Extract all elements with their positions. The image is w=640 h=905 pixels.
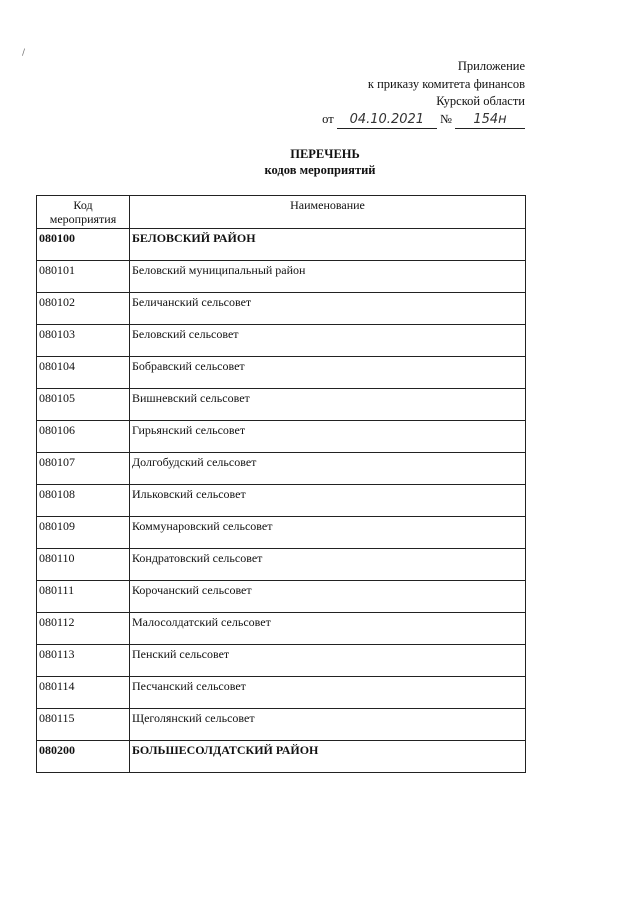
cell-name: БЕЛОВСКИЙ РАЙОН <box>130 229 526 261</box>
cell-name: Песчанский сельсовет <box>130 677 526 709</box>
cell-name: Беловский сельсовет <box>130 325 526 357</box>
document-title <box>0 146 640 178</box>
cell-name: Коммунаровский сельсовет <box>130 517 526 549</box>
table-row <box>37 357 526 389</box>
scan-mark: / <box>22 48 26 58</box>
title-line-1: ПЕРЕЧЕНЬ <box>290 147 360 161</box>
cell-name: Корочанский сельсовет <box>130 581 526 613</box>
cell-name: Гирьянский сельсовет <box>130 421 526 453</box>
cell-name: Беличанский сельсовет <box>130 293 526 325</box>
cell-code: 080106 <box>37 421 130 453</box>
document-header <box>322 58 525 129</box>
cell-name: Щеголянский сельсовет <box>130 709 526 741</box>
table-row <box>37 325 526 357</box>
column-header-code-line2: мероприятия <box>49 212 117 226</box>
table-row <box>37 453 526 485</box>
title-line-2: кодов мероприятий <box>264 163 376 177</box>
cell-code: 080100 <box>37 229 130 261</box>
table-row <box>37 485 526 517</box>
table-row <box>37 229 526 261</box>
table-row <box>37 645 526 677</box>
cell-code: 080104 <box>37 357 130 389</box>
table-row <box>37 613 526 645</box>
cell-code: 080107 <box>37 453 130 485</box>
cell-code: 080108 <box>37 485 130 517</box>
cell-code: 080200 <box>37 741 130 773</box>
order-date: 04.10.2021 <box>337 111 437 130</box>
cell-name: Малосолдатский сельсовет <box>130 613 526 645</box>
cell-name: Кондратовский сельсовет <box>130 549 526 581</box>
column-header-code <box>37 196 130 229</box>
column-header-code-line1: Код <box>73 198 93 212</box>
cell-code: 080103 <box>37 325 130 357</box>
table-row <box>37 517 526 549</box>
header-line-date-number <box>322 111 525 130</box>
cell-code: 080111 <box>37 581 130 613</box>
table-body <box>37 229 526 773</box>
cell-code: 080113 <box>37 645 130 677</box>
order-number: 154н <box>455 111 525 130</box>
from-label: от <box>322 111 334 126</box>
cell-code: 080110 <box>37 549 130 581</box>
cell-name: Вишневский сельсовет <box>130 389 526 421</box>
table-row <box>37 293 526 325</box>
cell-name: БОЛЬШЕСОЛДАТСКИЙ РАЙОН <box>130 741 526 773</box>
table-row <box>37 677 526 709</box>
cell-code: 080114 <box>37 677 130 709</box>
table-row <box>37 261 526 293</box>
cell-name: Долгобудский сельсовет <box>130 453 526 485</box>
header-line-appendix: Приложение <box>457 59 525 73</box>
cell-name: Бобравский сельсовет <box>130 357 526 389</box>
codes-table <box>36 195 526 773</box>
column-header-name: Наименование <box>130 196 526 229</box>
table-row <box>37 741 526 773</box>
cell-code: 080102 <box>37 293 130 325</box>
cell-code: 080112 <box>37 613 130 645</box>
table-row <box>37 709 526 741</box>
table-row <box>37 389 526 421</box>
cell-code: 080115 <box>37 709 130 741</box>
table-row <box>37 581 526 613</box>
cell-name: Ильковский сельсовет <box>130 485 526 517</box>
cell-code: 080105 <box>37 389 130 421</box>
table-row <box>37 421 526 453</box>
cell-name: Беловский муниципальный район <box>130 261 526 293</box>
cell-code: 080109 <box>37 517 130 549</box>
cell-code: 080101 <box>37 261 130 293</box>
header-line-order: к приказу комитета финансов <box>367 76 525 91</box>
header-line-region: Курской области <box>436 94 525 108</box>
cell-name: Пенский сельсовет <box>130 645 526 677</box>
number-label: № <box>439 111 452 126</box>
table-row <box>37 549 526 581</box>
table-header-row <box>37 196 526 229</box>
